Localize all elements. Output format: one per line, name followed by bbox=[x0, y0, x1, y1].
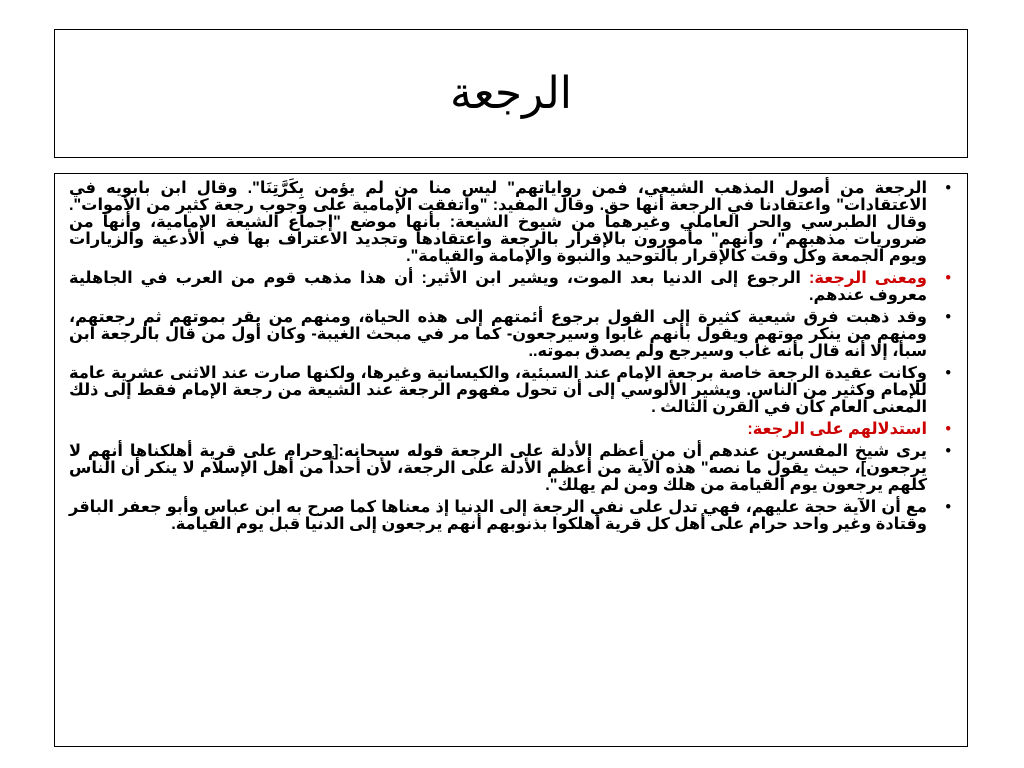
bullet-text: يرى شيخ المفسرين عندهم أن من أعظم الأدلة على الرجعة قوله سبحانه:[وحرام على قرية أهلكناها أنهم لا يرجعون]، حيث يقول ما نصه" هذه الآية من أعظم الأدلة على الرجعة، لأن أحداً من أهل الإسلام لا ينكر أن الناس كلهم يرجعون يوم القيامة من هلك ومن لم يهلك". bbox=[69, 442, 927, 494]
bullet-item bbox=[69, 443, 957, 494]
bullet-item bbox=[69, 499, 957, 533]
content-box bbox=[54, 173, 968, 747]
bullet-icon: • bbox=[945, 364, 951, 382]
bullet-item bbox=[69, 421, 957, 438]
bullet-icon: • bbox=[945, 308, 951, 326]
bullet-heading: ومعنى الرجعة: bbox=[809, 269, 927, 287]
title-box bbox=[54, 29, 968, 158]
bullet-text: مع أن الآية حجة عليهم، فهي تدل على نفي الرجعة إلى الدنيا إذ معناها كما صرح به ابن عباس وأبو جعفر الباقر وقتادة وغير واحد حرام على أهل كل قرية أهلكوا بذنوبهم أنهم يرجعون إلى الدنيا قبل يوم القيامة. bbox=[69, 498, 927, 533]
bullet-text: الرجعة من أصول المذهب الشيعي، فمن رواياتهم" ليس منا من لم يؤمن بِكَرَّتِنَا". وقال ابن بابويه في الاعتقادات" واعتقادنا في الرجعة أنها حق. وقال المفيد: "واتفقت الإمامية على وجوب رجعة كثير من الأموات". وقال الطبرسي والحر العاملي وغيرهما من شيوخ الشيعة: بأنها موضع "إجماع الشيعة الإمامية، وأنها من ضروريات مذهبهم"، وأنهم" مأمورون بالإقرار بالرجعة واعتقادها وتجديد الاعتراف بها في الأدعية والزيارات ويوم الجمعة وكل وقت كالإقرار بالتوحيد والنبوة والإمامة والقيامة". bbox=[69, 179, 928, 265]
slide-title: الرجعة bbox=[450, 69, 572, 118]
bullet-text: الرجوع إلى الدنيا بعد الموت، ويشير ابن الأثير: أن هذا مذهب قوم من العرب في الجاهلية معروف عندهم. bbox=[69, 269, 927, 304]
bullet-list bbox=[69, 180, 957, 533]
bullet-icon: • bbox=[945, 442, 951, 460]
bullet-icon: • bbox=[945, 420, 951, 438]
bullet-heading: استدلالهم على الرجعة: bbox=[747, 420, 927, 438]
bullet-item bbox=[69, 365, 957, 416]
bullet-icon: • bbox=[945, 269, 951, 287]
bullet-item bbox=[69, 309, 957, 360]
bullet-text: وكانت عقيدة الرجعة خاصة برجعة الإمام عند السبئية، والكيسانية وغيرها، ولكنها صارت عند الاثنى عشرية عامة للإمام وكثير من الناس. ويشير الألوسي إلى أن تحول مفهوم الرجعة عند الشيعة من رجعة الإمام فقط إلى ذلك المعنى العام كان في القرن الثالث . bbox=[69, 364, 927, 416]
bullet-item bbox=[69, 270, 957, 304]
bullet-text: وقد ذهبت فرق شيعية كثيرة إلى القول برجوع أئمتهم إلى هذه الحياة، ومنهم من يقر بموتهم ثم رجعتهم، ومنهم من ينكر موتهم ويقول بأنهم غابوا وسيرجعون- كما مر في مبحث الغيبة- وكان أول من قال بالرجعة ابن سبأ، إلا أنه قال بأنه غاب وسيرجع ولم يصدق بموته.. bbox=[69, 308, 927, 360]
bullet-icon: • bbox=[945, 179, 951, 197]
bullet-item bbox=[69, 180, 957, 265]
bullet-icon: • bbox=[945, 498, 951, 516]
